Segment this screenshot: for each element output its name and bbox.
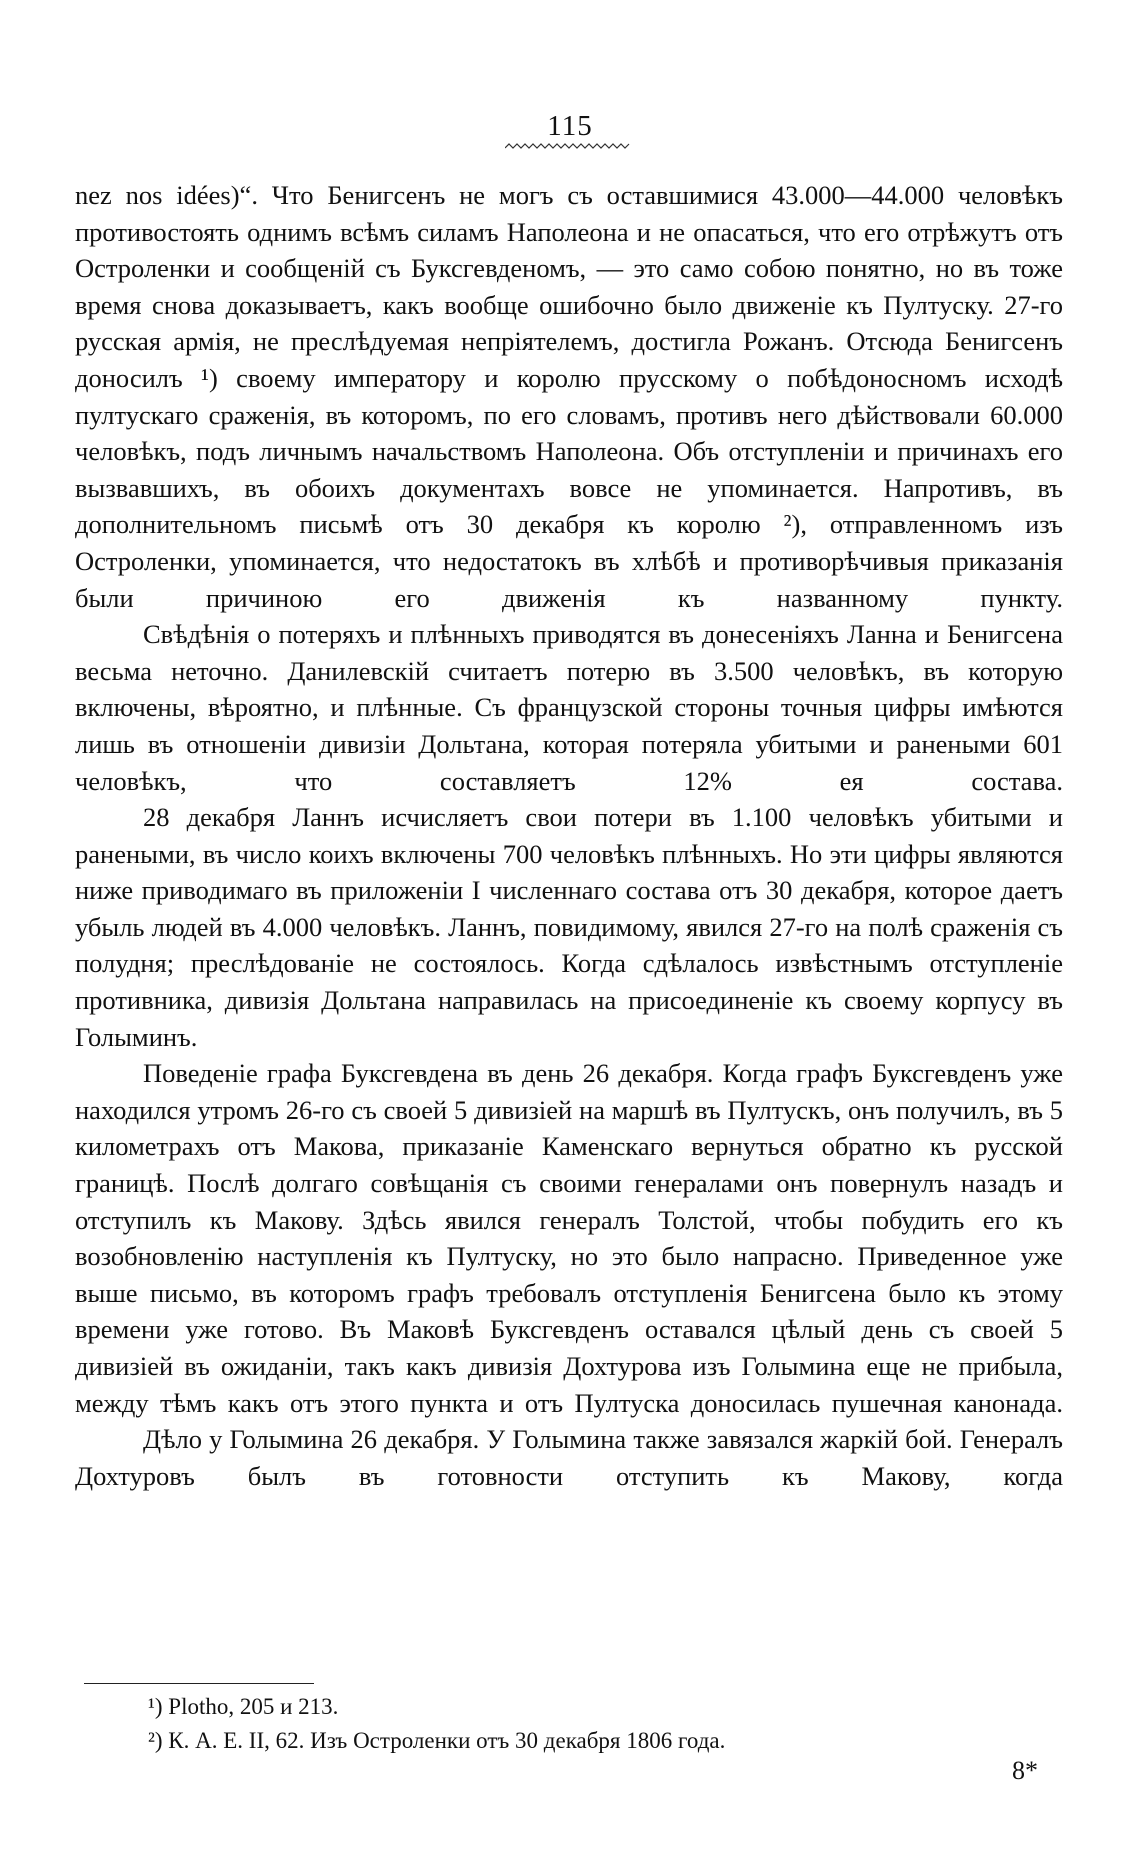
paragraph-5: Дѣло у Голымина 26 декабря. У Голымина также завязался жаркій бой. Генералъ Дохтуровъ былъ въ готовности отступить къ Макову, когда xyxy=(75,1424,1063,1491)
footnotes xyxy=(148,1690,1048,1758)
body-text xyxy=(75,177,1063,1494)
decorative-rule-ornament xyxy=(505,142,631,150)
footnote-1: ¹) Plotho, 205 и 213. xyxy=(148,1694,339,1719)
printer-signature-mark: 8* xyxy=(1012,1756,1038,1785)
paragraph-4: Поведеніе графа Буксгевдена въ день 26 декабря. Когда графъ Буксгевденъ уже находился утромъ 26-го съ своей 5 дивизіей на маршѣ въ Пултускъ, онъ получилъ, въ 5 километрахъ отъ Макова, приказаніе Каменскаго вернуться обратно къ русской границѣ. Послѣ долгаго совѣщанія съ своими генералами онъ повернулъ назадъ и отступилъ къ Макову. Здѣсь явился генералъ Толстой, чтобы побудить его къ возобновленію наступленія къ Пултуску, но это было напрасно. Приведенное уже выше письмо, въ которомъ графъ требовалъ отступленія Бенигсена было къ этому времени уже готово. Въ Маковѣ Буксгевденъ оставался цѣлый день съ своей 5 дивизіей въ ожиданіи, такъ какъ дивизія Дохтурова изъ Голымина еще не прибыла, между тѣмъ какъ отъ этого пункта и отъ Пултуска доносилась пушечная канонада. xyxy=(75,1058,1063,1418)
footnote-2: ²) К. А. Е. II, 62. Изъ Остроленки отъ 30 декабря 1806 года. xyxy=(148,1728,726,1753)
page-number: 115 xyxy=(547,110,593,142)
footnote-divider xyxy=(84,1683,314,1684)
paragraph-1: nez nos idées)“. Что Бенигсенъ не могъ съ оставшимися 43.000—44.000 человѣкъ противостоять однимъ всѣмъ силамъ Наполеона и не опасаться, что его отрѣжутъ отъ Остроленки и сообщеній съ Буксгевденомъ, — это само собою понятно, но въ тоже время снова доказываетъ, какъ вообще ошибочно было движеніе къ Пултуску. 27-го русская армія, не преслѣдуемая непріятелемъ, достигла Рожанъ. Отсюда Бенигсенъ доносилъ ¹) своему императору и королю прусскому о побѣдоносномъ исходѣ пултускаго сраженія, въ которомъ, по его словамъ, противъ него дѣйствовали 60.000 человѣкъ, подъ личнымъ начальствомъ Наполеона. Объ отступленіи и причинахъ его вызвавшихъ, въ обоихъ документахъ вовсе не упоминается. Напротивъ, въ дополнительномъ письмѣ отъ 30 декабря къ королю ²), отправленномъ изъ Остроленки, упоминается, что недостатокъ въ хлѣбѣ и противорѣчивыя приказанія были причиною его движенія къ названному пункту. xyxy=(75,180,1063,613)
paragraph-2: Свѣдѣнія о потеряхъ и плѣнныхъ приводятся въ донесеніяхъ Ланна и Бенигсена весьма неточно. Данилевскій считаетъ потерю въ 3.500 человѣкъ, въ которую включены, вѣроятно, и плѣнные. Съ французской стороны точныя цифры имѣются лишь въ отношеніи дивизіи Дольтана, которая потеряла убитыми и ранеными 601 человѣкъ, что составляетъ 12% ея состава. xyxy=(75,619,1063,796)
paragraph-3: 28 декабря Ланнъ исчисляетъ свои потери въ 1.100 человѣкъ убитыми и ранеными, въ число коихъ включены 700 человѣкъ плѣнныхъ. Но эти цифры являются ниже приводимаго въ приложеніи I численнаго состава отъ 30 декабря, которое даетъ убыль людей въ 4.000 человѣкъ. Ланнъ, повидимому, явился 27-го на полѣ сраженія съ полудня; преслѣдованіе не состоялось. Когда сдѣлалось извѣстнымъ отступленіе противника, дивизія Дольтана направилась на присоединеніе къ своему корпусу въ Голыминъ. xyxy=(75,802,1063,1052)
